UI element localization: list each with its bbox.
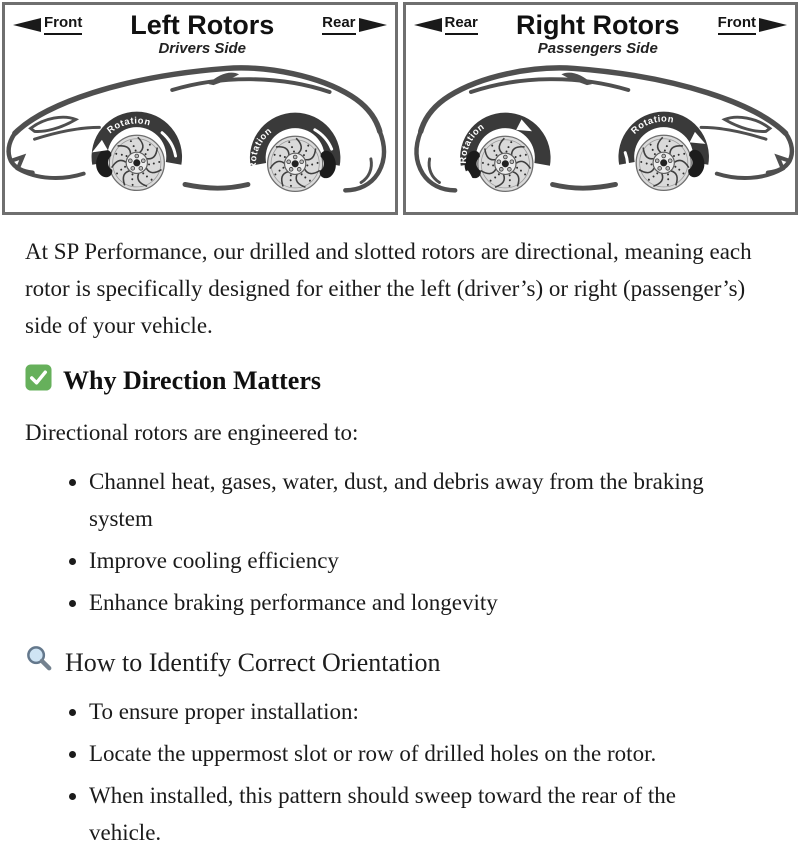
rear-label: Rear bbox=[322, 15, 355, 35]
article-content bbox=[0, 215, 800, 851]
heading-text: How to Identify Correct Orientation bbox=[65, 648, 441, 677]
identify-orientation-heading bbox=[25, 645, 770, 681]
front-label: Front bbox=[44, 15, 82, 35]
front-direction-right bbox=[718, 15, 787, 35]
rear-label: Rear bbox=[445, 15, 478, 35]
rear-direction-right bbox=[322, 15, 386, 35]
magnifier-icon bbox=[25, 645, 54, 681]
heading-text: Why Direction Matters bbox=[63, 366, 322, 395]
list-item: • When installed, this pattern should sweep toward the rear of the vehicle. bbox=[89, 777, 749, 851]
arrow-left-icon bbox=[13, 18, 41, 32]
right-rotors-panel bbox=[403, 2, 799, 215]
list-item: • Improve cooling efficiency bbox=[89, 542, 749, 579]
intro-paragraph: At SP Performance, our drilled and slotted rotors are directional, meaning each rotor is specifically designed for either the left (driver’s) or right (passenger’s) side of your vehicle. bbox=[25, 239, 752, 338]
panel-title: Right Rotors bbox=[516, 10, 680, 40]
rotation-arrow-icon bbox=[254, 179, 269, 196]
left-car-illustration bbox=[5, 60, 395, 212]
check-mark-icon bbox=[25, 364, 52, 398]
arrow-left-icon bbox=[414, 18, 442, 32]
arrow-right-icon bbox=[359, 18, 387, 32]
front-direction-left bbox=[13, 15, 82, 35]
right-car-illustration bbox=[406, 60, 796, 212]
left-rotors-panel bbox=[2, 2, 398, 215]
benefits-list bbox=[25, 463, 770, 621]
rotation-text-front: Rotation bbox=[105, 115, 152, 136]
installation-list bbox=[25, 693, 770, 851]
rear-direction-left bbox=[414, 15, 478, 35]
panel-subtitle: Drivers Side bbox=[158, 40, 246, 57]
front-label: Front bbox=[718, 15, 756, 35]
panel-subtitle: Passengers Side bbox=[537, 40, 658, 57]
right-panel-titles bbox=[478, 12, 718, 57]
arrow-right-icon bbox=[759, 18, 787, 32]
right-panel-header bbox=[406, 5, 796, 57]
why-direction-matters-heading bbox=[25, 364, 770, 398]
rotor-direction-diagram bbox=[0, 0, 800, 215]
list-item: • To ensure proper installation: bbox=[89, 693, 749, 730]
left-panel-titles bbox=[82, 12, 322, 57]
list-item: • Locate the uppermost slot or row of drilled holes on the rotor. bbox=[89, 735, 749, 772]
rotation-text-rear: Rotation bbox=[457, 121, 486, 164]
list-item: • Channel heat, gases, water, dust, and debris away from the braking system bbox=[89, 463, 749, 537]
engineered-lead: Directional rotors are engineered to: bbox=[25, 420, 359, 445]
rotation-text-rear: Rotation bbox=[247, 125, 274, 170]
rotation-text-front: Rotation bbox=[628, 113, 675, 136]
list-item: • Enhance braking performance and longevity bbox=[89, 584, 749, 621]
left-panel-header bbox=[5, 5, 395, 57]
panel-title: Left Rotors bbox=[130, 10, 275, 40]
